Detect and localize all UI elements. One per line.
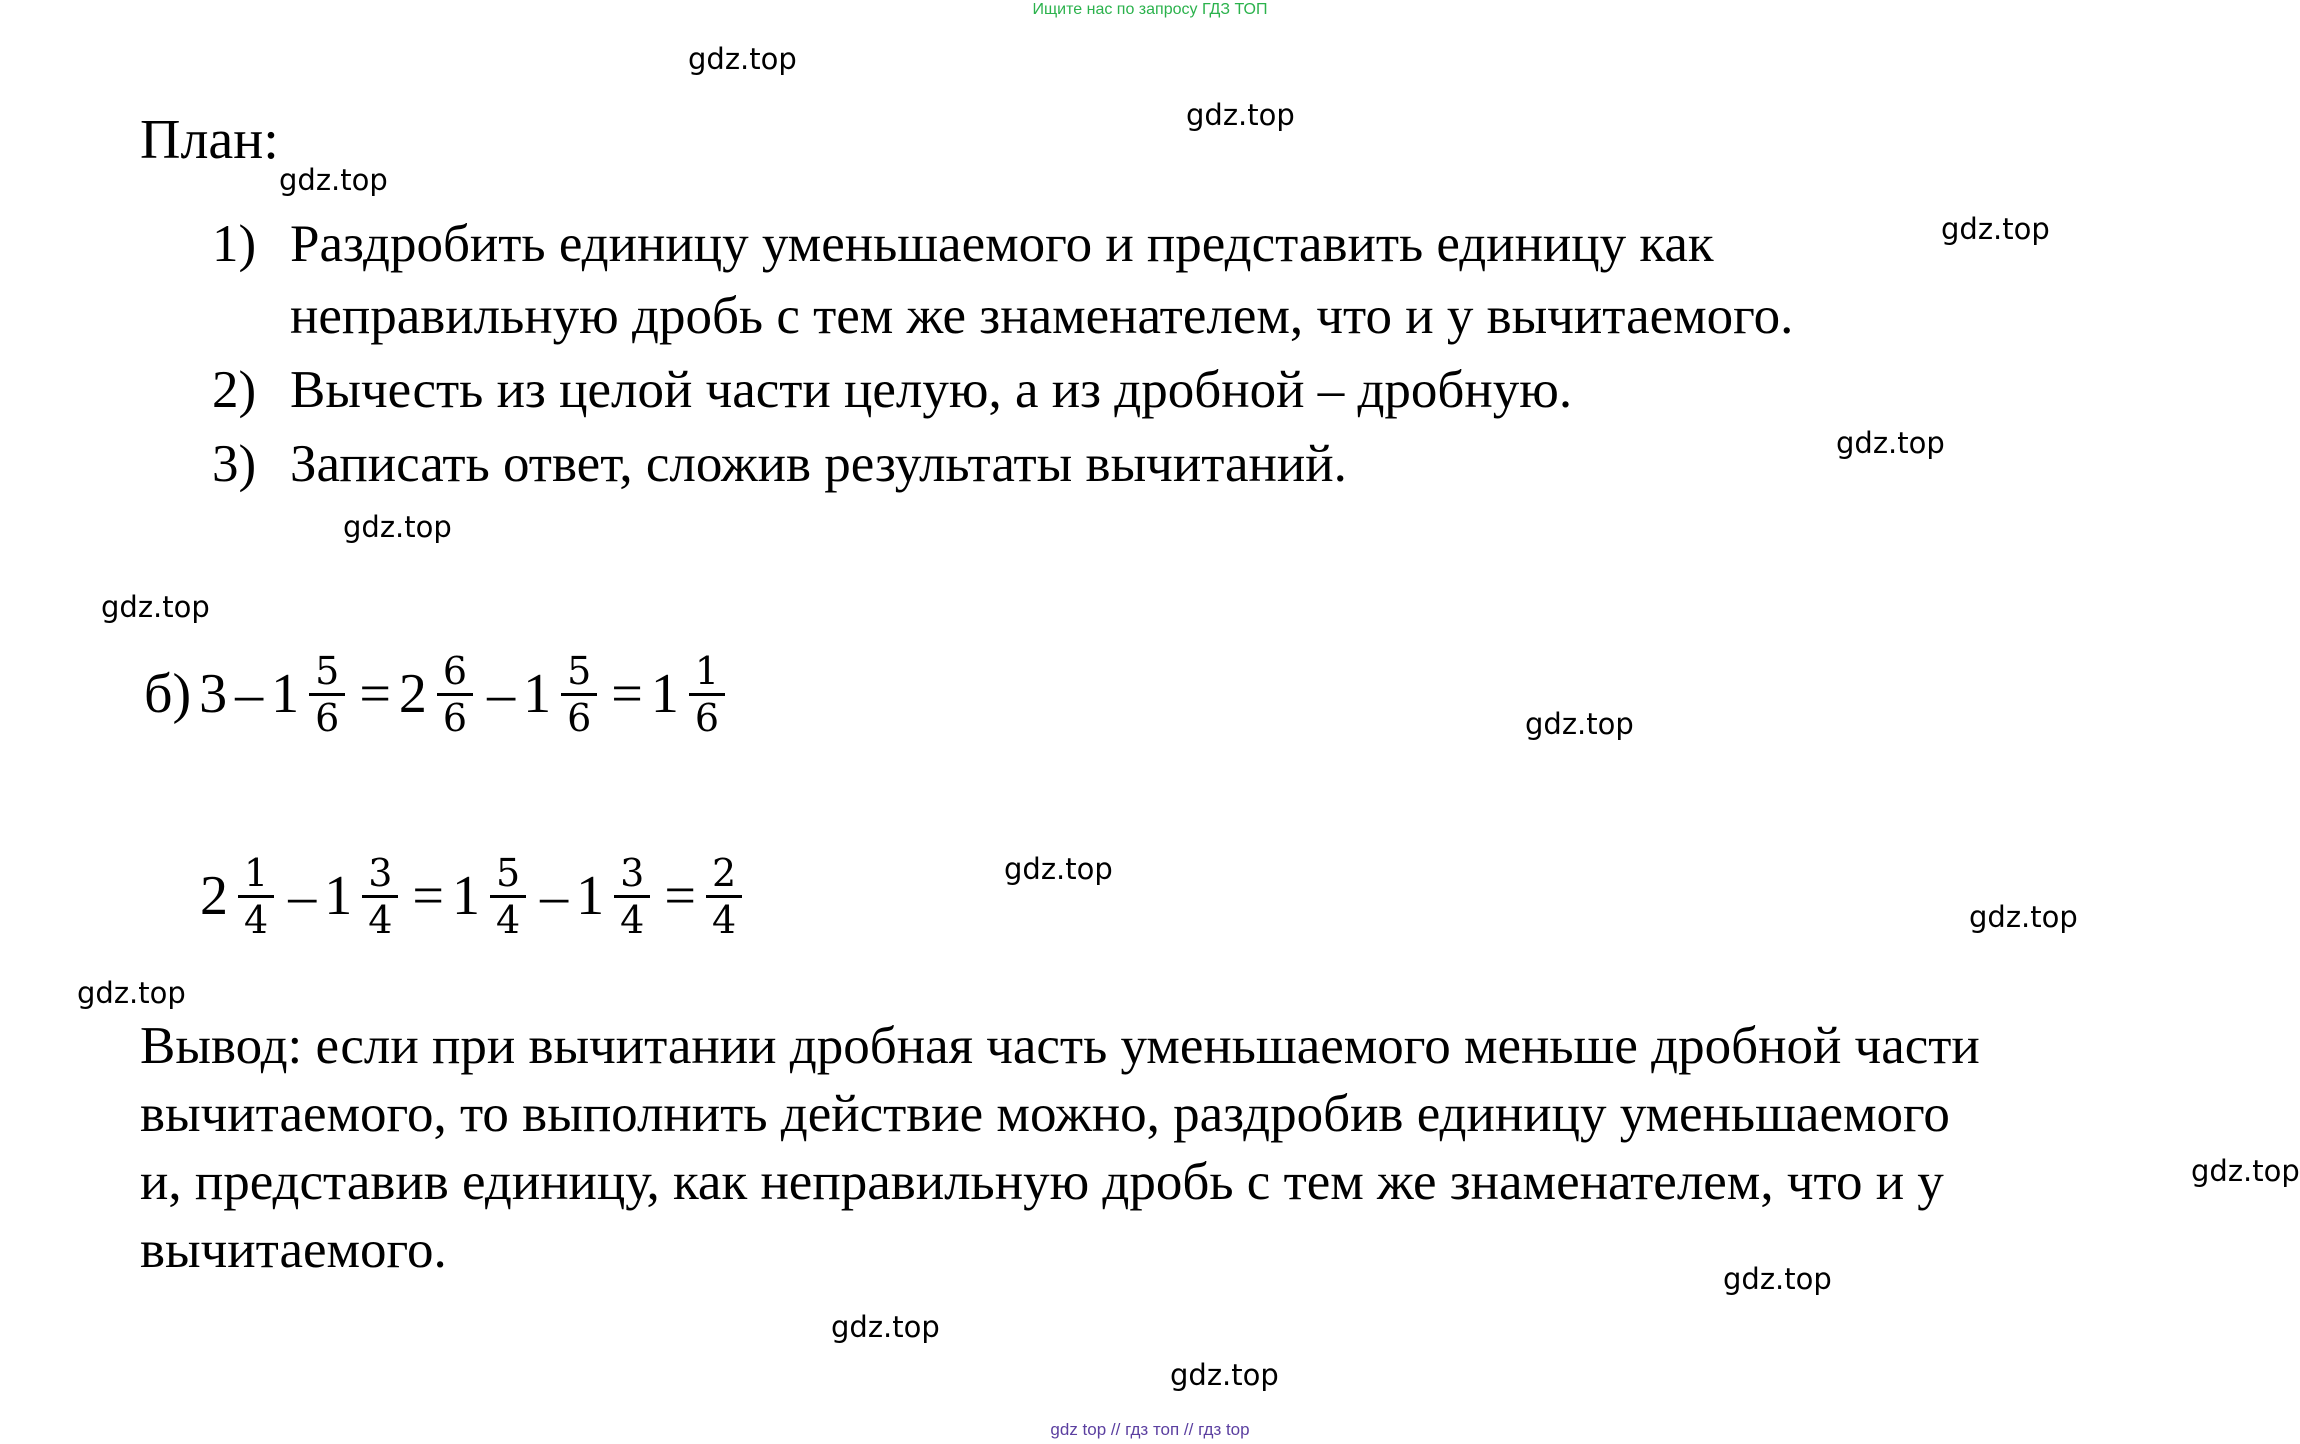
fraction [706,851,742,942]
equation-term: – [288,865,317,927]
watermark: gdz.top [1004,852,1113,886]
equation-term: – [235,663,264,725]
plan-item-1 [212,208,1793,352]
equation-term: 1 [451,865,480,927]
equation-term: 2 [200,865,228,927]
equation-term: = [359,663,391,725]
equation-term: 1 [650,663,679,725]
watermark: gdz.top [1186,98,1295,132]
fraction-denominator: 4 [244,897,269,942]
fraction-denominator: 4 [368,897,393,942]
equation-term: 3 [199,663,228,725]
plan-item-3 [212,428,1347,500]
watermark: gdz.top [77,976,186,1010]
equation-term: – [540,865,569,927]
fraction [362,851,398,942]
fraction-numerator: 5 [567,648,592,693]
fraction [614,851,650,942]
fraction-denominator: 6 [442,695,468,740]
fraction [437,649,473,740]
equation-term: 2 [398,663,427,725]
conclusion [140,1012,2220,1284]
watermark: gdz.top [2191,1154,2300,1188]
equation-term: = [611,663,643,725]
fraction-denominator: 4 [711,897,737,942]
fraction-denominator: 4 [495,897,521,942]
fraction-numerator: 6 [442,648,468,693]
top-banner[interactable]: Ищите нас по запросу ГДЗ ТОП [1032,1,1268,18]
fraction-numerator: 3 [368,850,393,895]
watermark: gdz.top [1836,426,1945,460]
watermark: gdz.top [1723,1262,1832,1296]
watermark: gdz.top [1941,212,2050,246]
equation-term: = [412,865,444,927]
fraction [561,649,597,740]
fraction-denominator: 4 [620,897,645,942]
fraction-numerator: 3 [620,850,645,895]
equation-2 [196,836,752,956]
plan-item-text: Вычесть из целой части целую, а из дробной – дробную. [290,361,1573,419]
fraction-numerator: 1 [694,648,720,693]
plan-item-text: Раздробить единицу уменьшаемого и представить единицу как [290,215,1714,273]
watermark: gdz.top [831,1310,940,1344]
watermark: gdz.top [1969,900,2078,934]
plan-item-number: 2) [212,361,257,419]
fraction-numerator: 5 [315,648,340,693]
equation-term: – [487,663,516,725]
conclusion-line: и, представив единицу, как неправильную дробь с тем же знаменателем, что и у [140,1153,1944,1211]
plan-item-number: 1) [212,215,257,273]
plan-item-number: 3) [212,435,257,493]
fraction-numerator: 2 [711,850,737,895]
fraction-numerator: 1 [244,850,269,895]
plan-item-text: Записать ответ, сложив результаты вычитаний. [290,435,1347,493]
fraction [490,851,526,942]
watermark: gdz.top [279,163,388,197]
conclusion-line: Вывод: если при вычитании дробная часть уменьшаемого меньше дробной части [140,1017,1980,1075]
watermark: gdz.top [343,510,452,544]
equation-b [140,634,735,754]
plan-item-text: неправильную дробь с тем же знаменателем, что и у вычитаемого. [290,287,1794,345]
watermark: gdz.top [1525,707,1634,741]
equation-term: = [664,865,696,927]
plan-item-2 [212,354,1572,426]
watermark: gdz.top [1170,1358,1279,1392]
fraction [309,649,345,740]
equation-term: 1 [576,865,605,927]
equation-term: 1 [324,865,353,927]
fraction [238,851,274,942]
conclusion-line: вычитаемого. [140,1221,447,1279]
footer-links[interactable]: gdz top // гдз топ // гдз top [1050,1420,1250,1439]
watermark: gdz.top [101,590,210,624]
equation-term: 1 [271,663,300,725]
plan-title: План: [140,109,279,171]
fraction [689,649,725,740]
equation-term: 1 [523,663,552,725]
fraction-numerator: 5 [495,850,521,895]
fraction-denominator: 6 [694,695,720,740]
watermark: gdz.top [688,42,797,76]
equation-label: б) [144,663,192,725]
fraction-denominator: 6 [567,695,592,740]
conclusion-line: вычитаемого, то выполнить действие можно, раздробив единицу уменьшаемого [140,1085,1950,1143]
fraction-denominator: 6 [315,695,340,740]
